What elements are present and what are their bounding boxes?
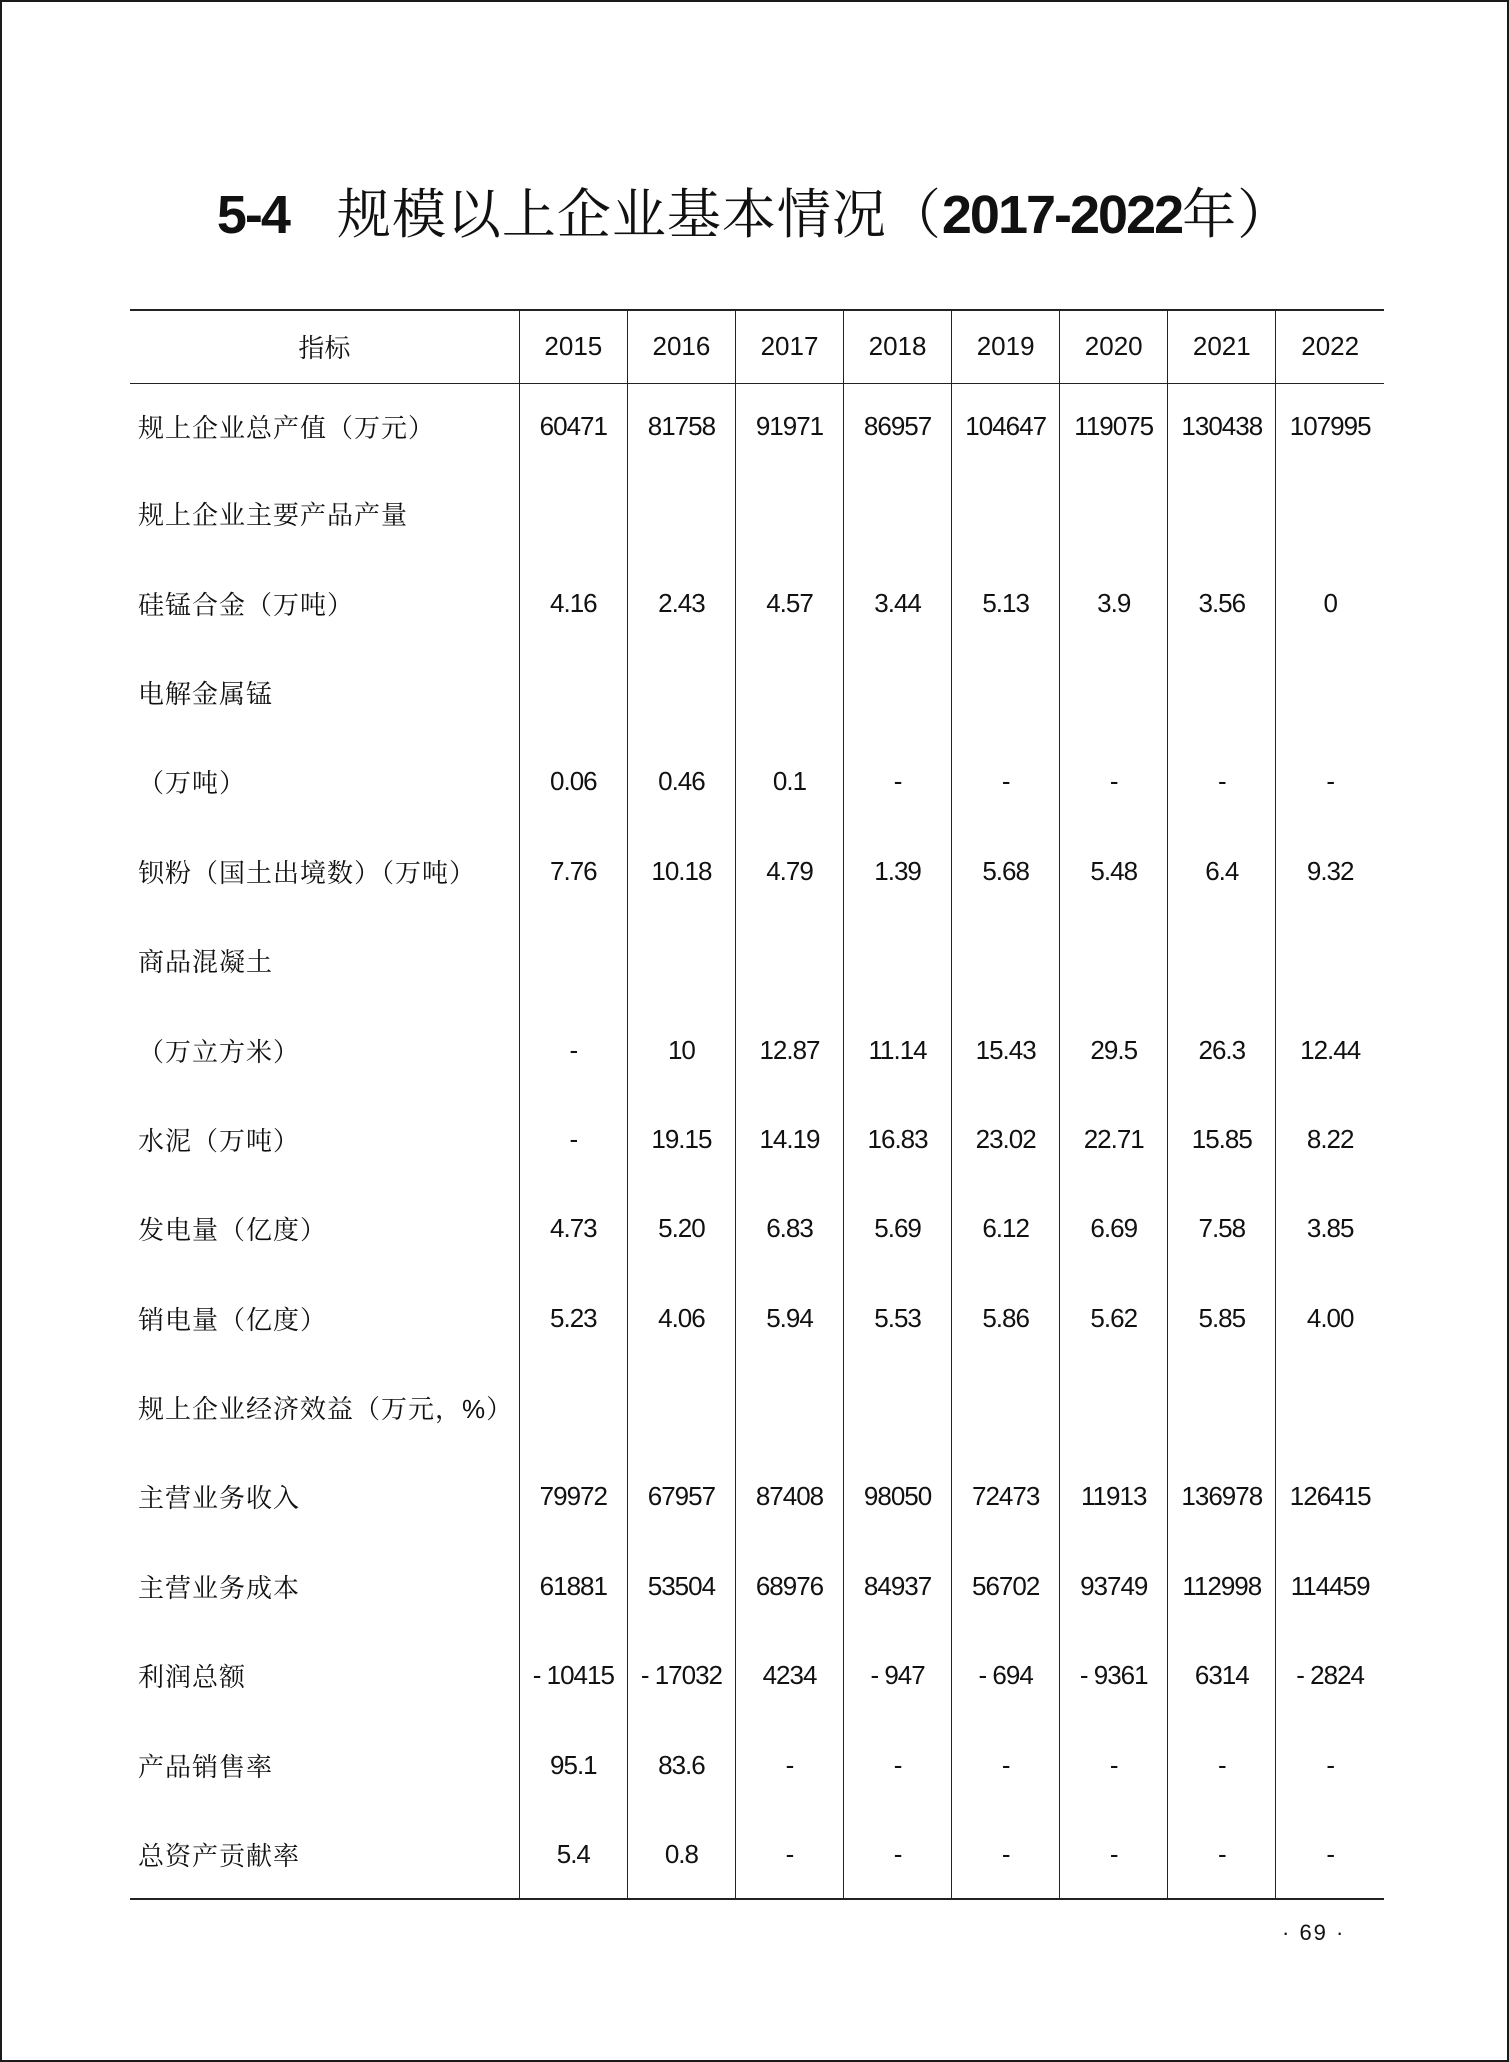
table-cell [627,469,735,558]
table-cell: 2.43 [627,558,735,647]
table-cell: 12.44 [1276,1005,1384,1094]
table-cell: - [1276,737,1384,826]
row-label: 规上企业经济效益（万元，%） [138,1394,514,1425]
table-cell: 83.6 [627,1720,735,1809]
table-number: 5-4 [216,185,289,245]
column-header-year: 2020 [1060,310,1168,383]
table-cell: - [952,1810,1060,1899]
table-cell: 29.5 [1060,1005,1168,1094]
table-cell: 15.85 [1168,1095,1276,1184]
row-label: 水泥（万吨） [138,1125,301,1156]
row-label: 产品销售率 [138,1751,274,1782]
table-cell: - [1168,1720,1276,1809]
table-row [130,1720,1384,1809]
table-cell: - [952,1720,1060,1809]
table-cell: 5.85 [1168,1274,1276,1363]
table-cell: 5.69 [844,1184,952,1273]
table-cell: 60471 [519,383,627,469]
table-cell: - [1060,737,1168,826]
table-cell: 0 [1276,558,1384,647]
table-cell [1060,916,1168,1005]
table-cell [1168,916,1276,1005]
table-cell: 68976 [735,1542,843,1631]
table-cell: 95.1 [519,1720,627,1809]
table-cell: 126415 [1276,1452,1384,1541]
table-cell: 72473 [952,1452,1060,1541]
table-cell [1060,1363,1168,1452]
row-label: 总资产贡献率 [130,1810,519,1899]
table-cell: - [1276,1810,1384,1899]
table-cell: - [952,737,1060,826]
table-cell: 5.53 [844,1274,952,1363]
table-cell: 16.83 [844,1095,952,1184]
table-cell: 61881 [519,1542,627,1631]
table-cell: - 947 [844,1631,952,1720]
row-label: （万吨） [138,768,247,799]
table-cell [1276,648,1384,737]
table-cell [952,1363,1060,1452]
table-row [130,827,1384,916]
table-cell: 10 [627,1005,735,1094]
table-cell: 7.76 [519,827,627,916]
table-cell: - [1276,1720,1384,1809]
table-cell: 14.19 [735,1095,843,1184]
table-cell: - 10415 [519,1631,627,1720]
table-cell: 5.86 [952,1274,1060,1363]
table-row [130,1542,1384,1631]
table-cell: 136978 [1168,1452,1276,1541]
table-cell: 4.73 [519,1184,627,1273]
table-cell: 5.13 [952,558,1060,647]
table-row [130,1452,1384,1541]
column-header-year: 2015 [519,310,627,383]
table-row [130,1005,1384,1094]
table-cell: 81758 [627,383,735,469]
table-cell: 93749 [1060,1542,1168,1631]
title-suffix: 年） [1182,185,1293,245]
title-years: 2017-2022 [941,185,1183,245]
table-row [130,1810,1384,1899]
table-cell [952,648,1060,737]
table-cell [1168,469,1276,558]
table-cell [1276,916,1384,1005]
table-cell [735,916,843,1005]
table-cell: - 2824 [1276,1631,1384,1720]
table-cell: 3.44 [844,558,952,647]
table-cell: 6.69 [1060,1184,1168,1273]
table-cell [735,648,843,737]
table-cell: 5.23 [519,1274,627,1363]
row-label: 主营业务收入 [138,1483,301,1514]
table-cell [519,916,627,1005]
row-label: 销电量（亿度） [138,1304,328,1335]
table-cell: 119075 [1060,383,1168,469]
row-label: 硅锰合金（万吨） [138,589,355,620]
table-cell [844,469,952,558]
column-header-year: 2017 [735,310,843,383]
table-cell: 84937 [844,1542,952,1631]
table-cell: 4.06 [627,1274,735,1363]
table-cell: 5.62 [1060,1274,1168,1363]
table-row [130,558,1384,647]
table-header-row [130,310,1384,383]
table-cell: 6.4 [1168,827,1276,916]
table-cell [519,1363,627,1452]
table-cell: 86957 [844,383,952,469]
table-cell: 4234 [735,1631,843,1720]
table-cell: - [1168,1810,1276,1899]
table-cell: 1.39 [844,827,952,916]
table-cell: 5.94 [735,1274,843,1363]
table-cell: 6314 [1168,1631,1276,1720]
column-header-year: 2021 [1168,310,1276,383]
table-cell: - [1060,1810,1168,1899]
row-label: 主营业务成本 [138,1572,301,1603]
table-row [130,1095,1384,1184]
table-cell: 10.18 [627,827,735,916]
row-label: 规上企业总产值（万元） [138,412,436,443]
row-label: 规上企业主要产品产量 [138,500,409,531]
table-cell: 130438 [1168,383,1276,469]
table-row [130,469,1384,558]
table-cell: 11.14 [844,1005,952,1094]
table-cell: 87408 [735,1452,843,1541]
column-header-year: 2018 [844,310,952,383]
column-header-year: 2022 [1276,310,1384,383]
table-body [130,383,1384,1899]
table-cell: 15.43 [952,1005,1060,1094]
table-row [130,1631,1384,1720]
table-cell: 0.8 [627,1810,735,1899]
table-cell: 22.71 [1060,1095,1168,1184]
table-cell: 9.32 [1276,827,1384,916]
table-cell [627,916,735,1005]
table-cell: 4.00 [1276,1274,1384,1363]
table-cell [627,1363,735,1452]
table-row [130,1363,1384,1452]
table-cell: 53504 [627,1542,735,1631]
table-cell: 0.1 [735,737,843,826]
table-cell: 5.4 [519,1810,627,1899]
table-cell: 0.06 [519,737,627,826]
row-label: 电解金属锰 [138,678,274,709]
table-cell: 26.3 [1168,1005,1276,1094]
table-row [130,737,1384,826]
table-cell: 12.87 [735,1005,843,1094]
table-cell: - [1060,1720,1168,1809]
table-cell: 79972 [519,1452,627,1541]
table-cell: 3.56 [1168,558,1276,647]
table-cell: 56702 [952,1542,1060,1631]
table-cell: - [519,1005,627,1094]
column-header-year: 2016 [627,310,735,383]
table-cell [844,1363,952,1452]
table-cell: 114459 [1276,1542,1384,1631]
table-row [130,648,1384,737]
table-cell [952,916,1060,1005]
table-cell: 6.83 [735,1184,843,1273]
table-cell: 11913 [1060,1452,1168,1541]
table-cell: 91971 [735,383,843,469]
table-cell [1060,469,1168,558]
row-label: 利润总额 [138,1662,247,1693]
table-cell: 3.85 [1276,1184,1384,1273]
table-cell: 5.20 [627,1184,735,1273]
table-cell: 107995 [1276,383,1384,469]
row-label: 钡粉（国土出境数）（万吨） [138,857,477,888]
row-label: 发电量（亿度） [138,1215,328,1246]
table-cell: 67957 [627,1452,735,1541]
table-cell [627,648,735,737]
table-cell [1060,648,1168,737]
table-cell: - [735,1720,843,1809]
table-cell: - 694 [952,1631,1060,1720]
table-cell [735,1363,843,1452]
table-row [130,1184,1384,1273]
column-header-indicator: 指标 [130,310,519,383]
table-cell: - 17032 [627,1631,735,1720]
table-cell: 6.12 [952,1184,1060,1273]
table-cell [519,469,627,558]
table-cell: 5.48 [1060,827,1168,916]
table-row [130,916,1384,1005]
page-title [2,172,1507,249]
statistics-table [130,309,1384,1900]
table-cell: - 9361 [1060,1631,1168,1720]
table-cell: - [1168,737,1276,826]
table-cell: 7.58 [1168,1184,1276,1273]
table-cell: 5.68 [952,827,1060,916]
table-row [130,383,1384,469]
table-cell [1276,1363,1384,1452]
table-cell: - [844,1810,952,1899]
table-cell [844,916,952,1005]
table-cell [952,469,1060,558]
table-cell: 8.22 [1276,1095,1384,1184]
table-cell: 98050 [844,1452,952,1541]
table-cell [1168,1363,1276,1452]
table-cell: 19.15 [627,1095,735,1184]
table-cell: 3.9 [1060,558,1168,647]
table-cell [735,469,843,558]
table-cell: 112998 [1168,1542,1276,1631]
table-cell: 4.79 [735,827,843,916]
table-cell [844,648,952,737]
page-number: · 69 · [1282,1920,1346,1945]
table-row [130,1274,1384,1363]
table-cell: 104647 [952,383,1060,469]
row-label: 商品混凝土 [138,947,274,978]
table-cell: - [844,1720,952,1809]
table-cell: 4.16 [519,558,627,647]
table-cell: - [735,1810,843,1899]
column-header-year: 2019 [952,310,1060,383]
title-text: 规模以上企业基本情况（ [336,185,942,245]
table-cell [519,648,627,737]
table-cell: 4.57 [735,558,843,647]
table-cell: - [844,737,952,826]
table-cell: - [519,1095,627,1184]
table-cell: 0.46 [627,737,735,826]
table-cell: 23.02 [952,1095,1060,1184]
table-cell [1168,648,1276,737]
table-cell [1276,469,1384,558]
row-label: （万立方米） [138,1036,301,1067]
